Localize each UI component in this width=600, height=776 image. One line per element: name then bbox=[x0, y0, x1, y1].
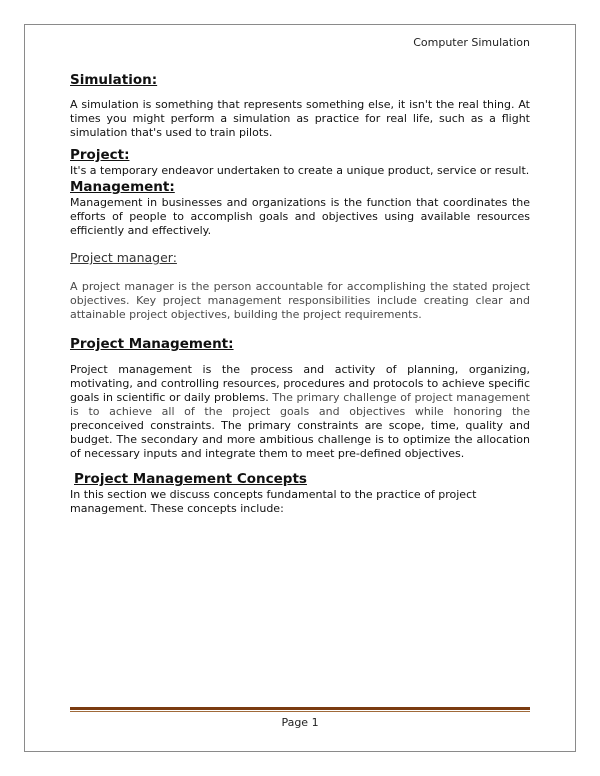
concepts-paragraph: In this section we discuss concepts fundamental to the practice of project management. These concepts include: bbox=[70, 488, 477, 515]
project-management-paragraph bbox=[70, 363, 530, 461]
concepts-heading: Project Management Concepts bbox=[74, 471, 307, 487]
running-header: Computer Simulation bbox=[413, 36, 530, 49]
project-manager-heading: Project manager: bbox=[70, 250, 177, 265]
document-body bbox=[70, 68, 530, 516]
management-paragraph: Management in businesses and organizations is the function that coordinates the efforts of people to accomplish goals and objectives using available resources efficiently and effectively. bbox=[70, 196, 530, 237]
pm-text-part3: preconceived constraints. The primary constraints are scope, time, quality and budget. The secondary and more ambitious challenge is to optimize the allocation of necessary inputs and integrate them to meet pre-defined objectives. bbox=[70, 419, 530, 460]
footer-rule-thin bbox=[70, 711, 530, 712]
page-number: Page 1 bbox=[281, 716, 319, 729]
project-manager-paragraph: A project manager is the person accountable for accomplishing the stated project objectives. Key project management responsibilities include creating clear and attainable project objectives, building the project requirements. bbox=[70, 280, 530, 321]
project-management-heading: Project Management: bbox=[70, 336, 234, 352]
pm-text-part1: Project management is the process and activity of planning, organizing, motivating, and controlling resources, procedures and protocols to achieve specific goals in scientific or daily problems. bbox=[70, 363, 530, 404]
simulation-paragraph: A simulation is something that represents something else, it isn't the real thing. At times you might perform a simulation as practice for real life, such as a flight simulation that's used to train pilots. bbox=[70, 98, 530, 139]
pm-text-part2: The primary challenge of project management is to achieve all of the project goals and objectives while honoring the bbox=[70, 391, 530, 418]
footer-rule bbox=[70, 707, 530, 710]
simulation-heading: Simulation: bbox=[70, 72, 158, 88]
management-heading: Management: bbox=[70, 179, 175, 195]
project-paragraph: It's a temporary endeavor undertaken to create a unique product, service or result. bbox=[70, 164, 530, 177]
project-heading: Project: bbox=[70, 147, 130, 163]
